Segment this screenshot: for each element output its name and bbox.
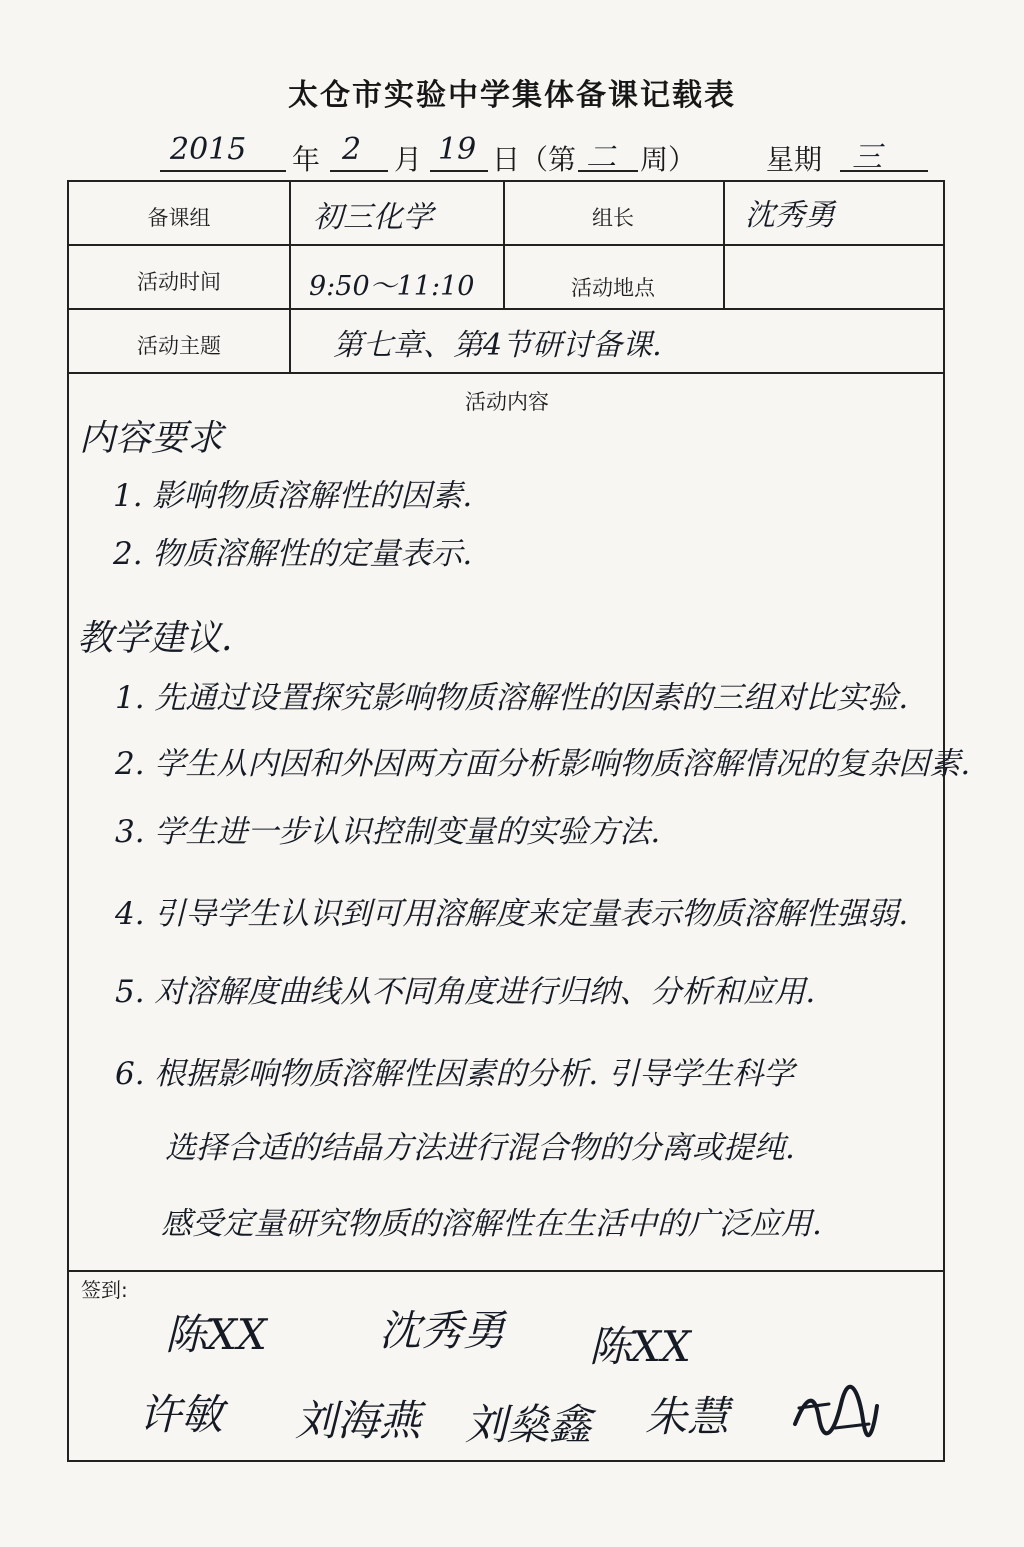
signature: 陈ⅩⅩ	[589, 1322, 691, 1371]
year-value: 2015	[170, 132, 247, 167]
signin-label: 签到:	[81, 1278, 128, 1302]
row-divider	[69, 308, 943, 310]
row-divider	[69, 1270, 943, 1272]
requirement-item: 2. 物质溶解性的定量表示.	[113, 536, 473, 572]
topic-value: 第七章、第4节研讨备课.	[333, 328, 662, 363]
day-value: 19	[438, 132, 477, 167]
suggestion-item: 6. 根据影响物质溶解性因素的分析. 引导学生科学	[115, 1056, 795, 1092]
time-label: 活动时间	[137, 270, 221, 294]
requirement-item: 1. 影响物质溶解性的因素.	[113, 478, 473, 514]
signature: 许敏	[139, 1390, 224, 1439]
suggestion-item-continued: 选择合适的结晶方法进行混合物的分离或提纯.	[165, 1130, 795, 1166]
date-row	[0, 132, 1024, 176]
suggestion-item: 2. 学生从内因和外因两方面分析影响物质溶解情况的复杂因素.	[115, 746, 971, 782]
signature: 陈ⅩⅩ	[165, 1310, 267, 1359]
suggestion-item: 3. 学生进一步认识控制变量的实验方法.	[115, 814, 661, 850]
day-label: 日（第	[492, 143, 577, 176]
weekday-label: 星期	[766, 143, 823, 176]
leader-value: 沈秀勇	[745, 198, 835, 233]
suggestion-item-continued: 感受定量研究物质的溶解性在生活中的广泛应用.	[161, 1206, 822, 1242]
suggestion-item: 4. 引导学生认识到可用溶解度来定量表示物质溶解性强弱.	[115, 896, 909, 932]
group-value: 初三化学	[313, 200, 433, 235]
suggestion-item: 5. 对溶解度曲线从不同角度进行归纳、分析和应用.	[115, 974, 816, 1010]
suggestion-item: 1. 先通过设置探究影响物质溶解性的因素的三组对比实验.	[115, 680, 909, 716]
topic-label: 活动主题	[137, 334, 221, 358]
section-requirements-title: 内容要求	[79, 418, 224, 459]
week-value: 二	[586, 140, 616, 175]
signature: 沈秀勇	[379, 1306, 506, 1355]
signature: 朱慧	[645, 1392, 730, 1441]
group-label: 备课组	[147, 206, 211, 230]
row-divider	[69, 372, 943, 374]
month-value: 2	[342, 132, 362, 167]
section-suggestions-title: 教学建议.	[77, 618, 233, 659]
place-label: 活动地点	[571, 276, 655, 300]
time-value: 9:50～11:10	[309, 271, 475, 302]
col-divider	[289, 182, 291, 372]
year-label: 年	[292, 143, 321, 176]
month-label: 月	[394, 143, 423, 176]
signature: 刘燊鑫	[465, 1400, 592, 1449]
record-table	[67, 180, 971, 1462]
week-label: 周）	[640, 143, 697, 176]
signature: 刘海燕	[295, 1396, 422, 1445]
leader-label: 组长	[592, 206, 634, 230]
weekday-value: 三	[852, 140, 882, 175]
page-title: 太仓市实验中学集体备课记载表	[288, 78, 736, 113]
illegible-signature-scribble	[789, 1384, 881, 1446]
row-divider	[69, 244, 943, 246]
col-divider	[723, 182, 725, 308]
content-heading: 活动内容	[465, 390, 549, 414]
